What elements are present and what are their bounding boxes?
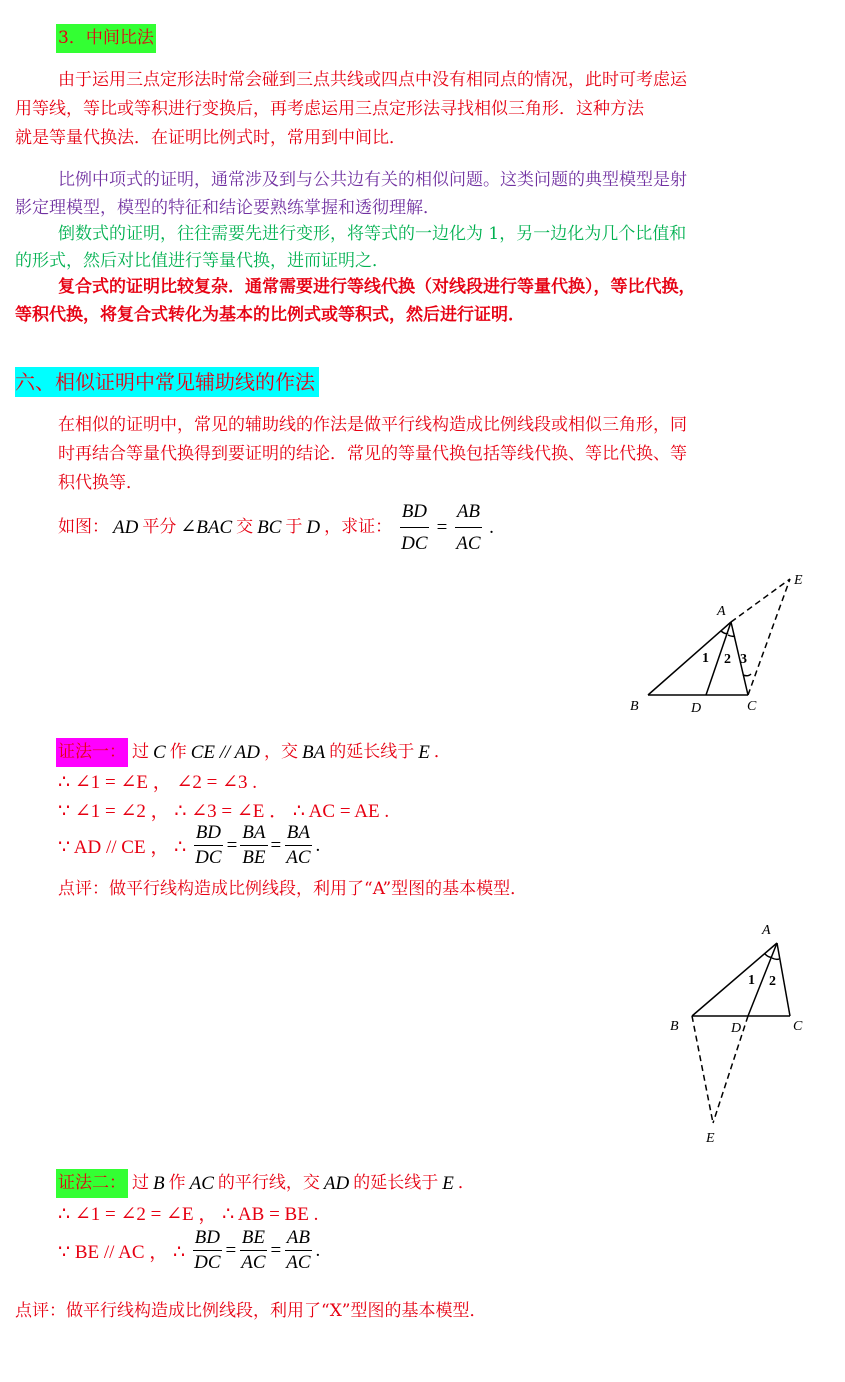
label-b: B <box>630 699 639 714</box>
label-e: E <box>706 1131 715 1146</box>
line-ae-dashed <box>731 579 790 622</box>
label-c: C <box>793 1019 803 1034</box>
frac-num: BE <box>240 1227 267 1251</box>
angle-arc-2 <box>772 958 779 959</box>
section6-intro-line2: 时再结合等量代换得到要证明的结论．常见的等量代换包括等线代换、等比代换、等 <box>58 444 687 464</box>
section3-para4-line2: 等积代换，将复合式转化为基本的比例式或等积式，然后进行证明． <box>15 305 525 325</box>
figure-2-triangle <box>660 918 820 1148</box>
example-bc: BC <box>257 517 282 538</box>
example-d: D <box>306 517 321 538</box>
label-e: E <box>794 573 803 588</box>
frac-num: BA <box>240 822 267 846</box>
text: ∴ ∠1 = ∠E ， ∠2 = ∠3 . <box>58 772 258 793</box>
method2-line1 <box>56 1169 475 1198</box>
label-a: A <box>717 604 726 619</box>
text: ，交 <box>264 742 299 762</box>
text: ∵ ∠1 = ∠2 ， ∴ ∠3 = ∠E ． ∴ AC = AE . <box>58 801 390 822</box>
section3-title: 3．中间比法 <box>56 24 156 53</box>
frac-den: DC <box>401 533 428 554</box>
frac-den: AC <box>241 1252 266 1273</box>
method2-tag: 证法二： <box>56 1169 128 1198</box>
section3-para1-line3: 就是等量代换法．在证明比例式时，常用到中间比． <box>15 128 406 148</box>
example-prefix: 如图： <box>58 517 109 537</box>
label-angle-1: 1 <box>748 973 755 988</box>
text: 作 <box>169 742 187 762</box>
fraction <box>239 1227 267 1274</box>
math: BA <box>302 742 326 763</box>
period: . <box>315 1239 321 1261</box>
frac-num: BD <box>194 822 223 846</box>
fraction <box>192 1227 222 1274</box>
equals-sign: = <box>226 834 238 856</box>
method1-line3 <box>58 796 389 823</box>
equals-sign: = <box>270 834 282 856</box>
line-ac <box>777 943 790 1016</box>
frac-num: AB <box>285 1227 312 1251</box>
method1-line2 <box>58 767 257 794</box>
section6-title: 六、相似证明中常见辅助线的作法 <box>15 367 319 397</box>
section3-para3-line2: 的形式，然后对比值进行等量代换，进而证明之． <box>15 251 389 271</box>
text: ． <box>433 742 451 762</box>
label-a: A <box>762 923 771 938</box>
figure-1-triangle <box>620 565 820 720</box>
text: 作 <box>168 1173 186 1193</box>
text: 过 <box>132 1173 149 1193</box>
line-be-dashed <box>692 1016 713 1123</box>
section3-para1-line2: 用等线，等比或等积进行变换后，再考虑运用三点定形法寻找相似三角形．这种方法 <box>15 99 644 119</box>
text: 过 <box>132 742 149 762</box>
example-prove: ，求证： <box>324 517 393 537</box>
math: AC <box>189 1173 214 1194</box>
fraction <box>284 1227 312 1274</box>
label-b: B <box>670 1019 679 1034</box>
method1-line4 <box>58 822 320 869</box>
frac-num: BA <box>285 822 312 846</box>
period: . <box>315 834 321 856</box>
math: C <box>153 742 166 763</box>
frac-den: DC <box>195 847 222 868</box>
fraction <box>240 822 267 869</box>
example-bisect: 平分 <box>142 517 177 537</box>
label-angle-1: 1 <box>702 651 709 666</box>
label-angle-2: 2 <box>724 652 731 667</box>
method2-line3 <box>58 1227 320 1274</box>
fraction <box>284 822 312 869</box>
method2-line2 <box>58 1199 318 1226</box>
example-yu: 于 <box>285 517 303 537</box>
math: CE // AD <box>190 742 261 763</box>
frac-num: BD <box>400 497 429 528</box>
math: AD <box>323 1173 350 1194</box>
method2-comment: 点评：做平行线构造成比例线段，利用了“X”型图的基本模型． <box>15 1301 487 1321</box>
label-angle-2: 2 <box>769 974 776 989</box>
section3-para4-line1: 复合式的证明比较复杂．通常需要进行等线代换（对线段进行等量代换），等比代换， <box>58 277 696 297</box>
label-c: C <box>747 699 757 714</box>
math: E <box>418 742 430 763</box>
text: 的平行线，交 <box>217 1173 320 1193</box>
text: ∴ ∠1 = ∠2 = ∠E ， ∴ AB = BE . <box>58 1204 319 1225</box>
section3-para2-line2: 影定理模型，模型的特征和结论要熟练掌握和透彻理解． <box>15 198 440 218</box>
text: 的延长线于 <box>329 742 415 762</box>
equals-sign: = <box>225 1239 237 1261</box>
section3-para3-line1: 倒数式的证明，往往需要先进行变形，将等式的一边化为 1，另一边化为几个比值和 <box>58 224 687 244</box>
text: ． <box>457 1173 475 1193</box>
section6-intro-line3: 积代换等． <box>58 473 143 493</box>
example-statement <box>58 497 494 558</box>
frac-den: AC <box>286 847 311 868</box>
line-ab <box>692 943 777 1016</box>
example-fraction-ab-ac <box>454 497 482 558</box>
frac-num: AB <box>455 497 482 528</box>
text: ∵ BE // AC ， ∴ <box>58 1242 186 1263</box>
label-d: D <box>731 1021 742 1036</box>
math: E <box>442 1173 454 1194</box>
label-angle-3: 3 <box>740 652 747 667</box>
example-jiao: 交 <box>236 517 254 537</box>
text: ∵ AD // CE ， ∴ <box>58 837 187 858</box>
label-d: D <box>691 701 702 716</box>
method1-tag: 证法一： <box>56 738 128 767</box>
section3-para1-line1: 由于运用三点定形法时常会碰到三点共线或四点中没有相同点的情况，此时可考虑运 <box>58 70 687 90</box>
angle-arc-1 <box>765 954 772 957</box>
equals-sign: = <box>436 517 448 538</box>
frac-den: AC <box>456 533 481 554</box>
math: B <box>153 1173 165 1194</box>
section3-para2-line1: 比例中项式的证明，通常涉及到与公共边有关的相似问题。这类问题的典型模型是射 <box>58 170 687 190</box>
example-angle-bac: ∠BAC <box>180 517 233 538</box>
frac-den: DC <box>194 1252 221 1273</box>
fraction <box>193 822 223 869</box>
text: 的延长线于 <box>353 1173 439 1193</box>
example-ad: AD <box>113 517 139 538</box>
angle-arc-3 <box>743 674 751 676</box>
method1-line1 <box>56 738 451 767</box>
line-ce-dashed <box>748 579 790 695</box>
example-fraction-bd-dc <box>399 497 429 558</box>
method1-comment: 点评：做平行线构造成比例线段，利用了“A”型图的基本模型． <box>58 879 528 899</box>
equals-sign: = <box>270 1239 282 1261</box>
period: . <box>489 517 495 538</box>
frac-num: BD <box>193 1227 222 1251</box>
frac-den: BE <box>242 847 266 868</box>
frac-den: AC <box>286 1252 311 1273</box>
section6-intro-line1: 在相似的证明中，常见的辅助线的作法是做平行线构造成比例线段或相似三角形，同 <box>58 415 687 435</box>
